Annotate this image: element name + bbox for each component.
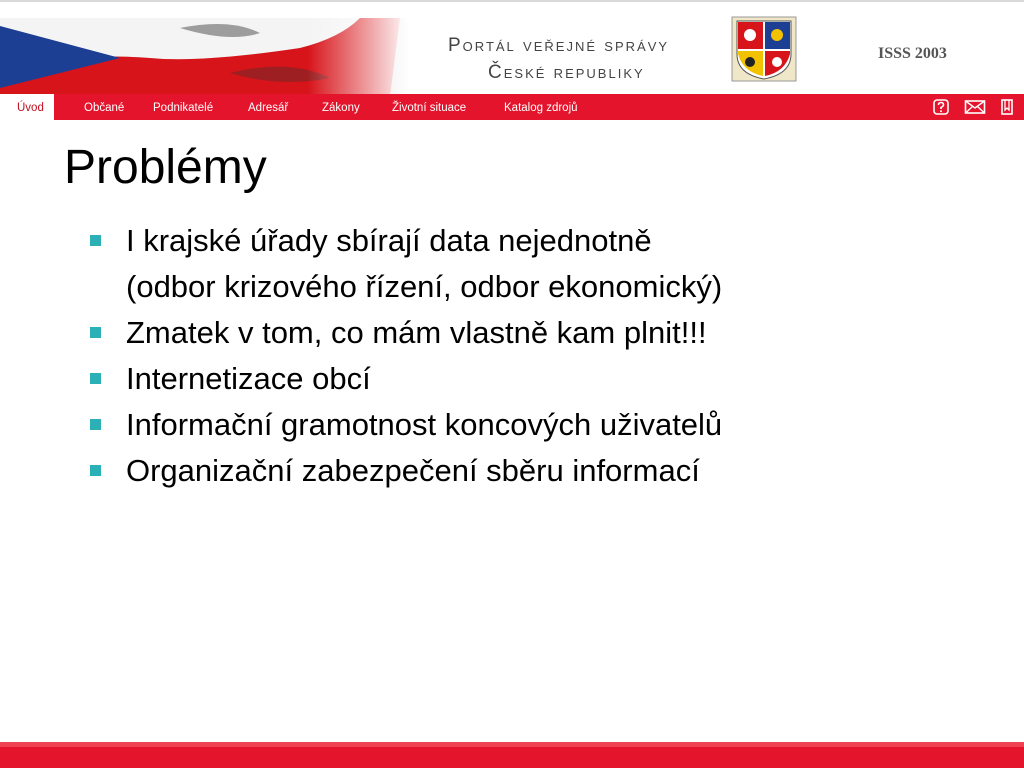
czech-flag-icon [0,18,410,96]
bullet-item [90,218,990,310]
square-bullet-icon [90,465,101,476]
portal-title [448,32,708,86]
tab-adresar[interactable]: Adresář [248,102,289,114]
portal-title-line2: České republiky [488,62,645,83]
bullet-text: Informační gramotnost koncových uživatelů [126,407,723,442]
czech-coat-of-arms-icon [731,16,797,82]
bullet-text: I krajské úřady sbírají data nejednotně [126,223,652,258]
portal-header [0,0,1024,94]
mail-icon[interactable] [964,98,986,116]
footer-bar [0,742,1024,768]
help-icon[interactable] [932,98,950,116]
portal-title-line1: Portál veřejné správy [448,35,670,56]
document-icon[interactable] [1000,98,1014,116]
tab-zivotni-situace[interactable]: Životní situace [392,102,467,114]
square-bullet-icon [90,373,101,384]
slide-title: Problémy [64,141,267,194]
nav-icon-group [932,98,1014,116]
tab-katalog-zdroju[interactable]: Katalog zdrojů [504,102,578,114]
tab-uvod[interactable]: Úvod [0,94,54,120]
bullet-text-continuation: (odbor krizového řízení, odbor ekonomický) [126,269,723,304]
bullet-text: Zmatek v tom, co mám vlastně kam plnit!!! [126,315,707,350]
tab-obcane[interactable]: Občané [84,102,125,114]
bullet-item [90,402,990,448]
tab-zakony[interactable]: Zákony [322,102,360,114]
isss-label: ISSS 2003 [878,45,947,62]
bullet-text: Organizační zabezpečení sběru informací [126,453,700,488]
bullet-item [90,356,990,402]
tab-podnikatele[interactable]: Podnikatelé [153,102,214,114]
main-navigation [0,94,1024,120]
square-bullet-icon [90,419,101,430]
bullet-item [90,310,990,356]
bullet-list [90,218,990,494]
bullet-text: Internetizace obcí [126,361,371,396]
square-bullet-icon [90,235,101,246]
square-bullet-icon [90,327,101,338]
bullet-item [90,448,990,494]
footer-highlight [0,742,1024,747]
